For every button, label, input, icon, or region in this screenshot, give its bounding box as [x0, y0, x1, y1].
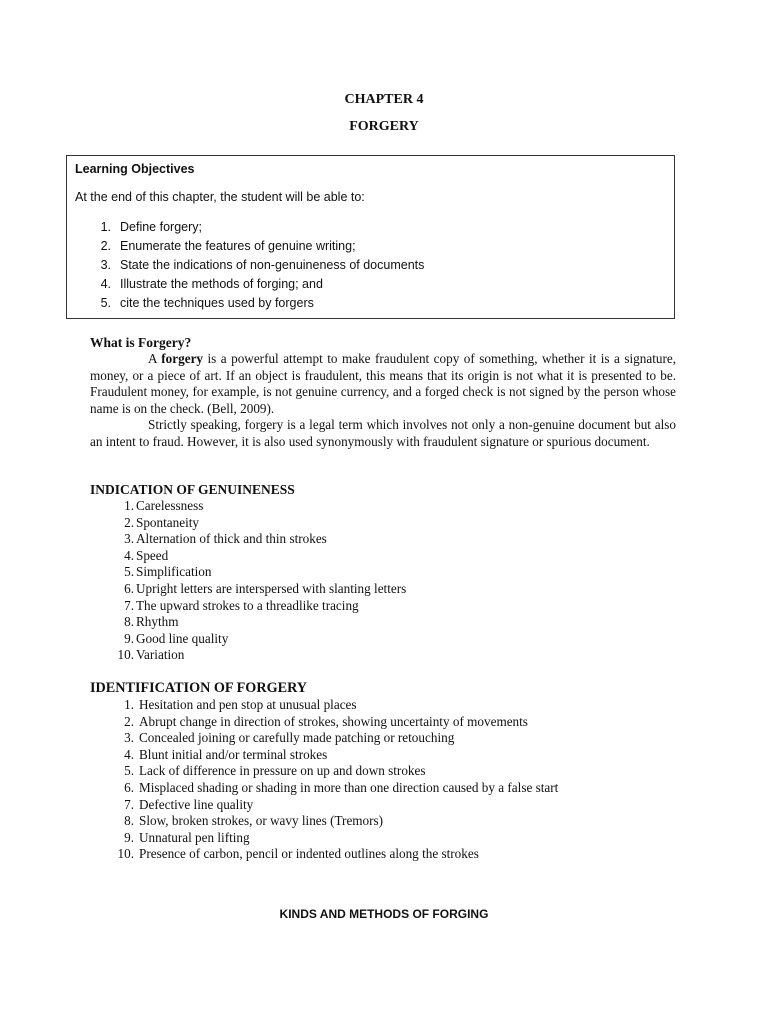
- forgery-legal-paragraph: Strictly speaking, forgery is a legal term which involves not only a non-genuine document but also an intent to fraud. However, it is also used synonymously with fraudulent signature or spurious document.: [90, 417, 676, 449]
- list-text: Misplaced shading or shading in more than one direction caused by a false start: [139, 779, 559, 795]
- learning-objectives-title: Learning Objectives: [75, 162, 195, 176]
- list-text: Carelessness: [136, 498, 204, 513]
- chapter-title: FORGERY: [349, 119, 419, 134]
- forgery-definition-paragraph: [90, 351, 676, 417]
- list-text: Lack of difference in pressure on up and down strokes: [139, 763, 426, 779]
- paragraph-rest: is a powerful attempt to make fraudulent copy of something, whether it is a signature, money, or a piece of art. If an object is fraudulent, this means that its origin is not what it is presented to be. Fraudulent money, for example, is not genuine currency, and a forged check is not signed by the person whose name is on the check. (Bell, 2009).: [90, 351, 676, 416]
- identification-of-forgery-heading: IDENTIFICATION OF FORGERY: [90, 680, 308, 696]
- list-text: Alternation of thick and thin strokes: [136, 531, 327, 547]
- list-text: Hesitation and pen stop at unusual places: [139, 697, 357, 712]
- list-number: 10.: [117, 647, 134, 663]
- list-text: Spontaneity: [136, 514, 200, 530]
- list-text: Slow, broken strokes, or wavy lines (Tremors): [139, 813, 384, 829]
- objective-number: 3.: [100, 258, 111, 272]
- objective-number: 4.: [100, 277, 111, 291]
- list-number: 3.: [124, 531, 134, 547]
- list-number: 6.: [124, 580, 134, 596]
- list-number: 9.: [124, 829, 134, 845]
- list-text: Simplification: [136, 564, 212, 580]
- learning-objectives-intro: At the end of this chapter, the student will be able to:: [75, 190, 365, 204]
- list-text: Variation: [136, 647, 185, 663]
- list-number: 7.: [124, 796, 134, 812]
- list-number: 5.: [124, 763, 134, 779]
- what-is-forgery-heading: What is Forgery?: [90, 335, 192, 350]
- list-number: 8.: [124, 614, 134, 630]
- list-text: Abrupt change in direction of strokes, showing uncertainty of movements: [139, 713, 528, 729]
- list-number: 5.: [124, 564, 134, 580]
- objective-text: cite the techniques used by forgers: [120, 296, 314, 310]
- list-text: Defective line quality: [139, 796, 254, 812]
- list-number: 2.: [124, 514, 134, 530]
- list-number: 4.: [124, 746, 134, 762]
- kinds-and-methods-heading: KINDS AND METHODS OF FORGING: [279, 907, 489, 921]
- objective-text: State the indications of non-genuineness of documents: [120, 258, 425, 272]
- list-text: Upright letters are interspersed with slanting letters: [136, 580, 407, 596]
- list-number: 1.: [124, 697, 134, 712]
- objective-number: 2.: [100, 239, 111, 253]
- list-number: 4.: [124, 547, 134, 563]
- objective-text: Illustrate the methods of forging; and: [120, 277, 323, 291]
- list-text: Presence of carbon, pencil or indented outlines along the strokes: [139, 846, 479, 862]
- objective-text: Define forgery;: [120, 220, 202, 234]
- list-text: Unnatural pen lifting: [139, 829, 250, 845]
- forgery-term: forgery: [161, 351, 204, 366]
- list-text: The upward strokes to a threadlike tracing: [136, 597, 359, 613]
- list-number: 7.: [124, 597, 134, 613]
- list-number: 8.: [124, 813, 134, 829]
- objective-text: Enumerate the features of genuine writing;: [120, 239, 356, 253]
- list-text: Speed: [136, 547, 169, 563]
- chapter-number: CHAPTER 4: [344, 92, 424, 107]
- list-text: Rhythm: [136, 614, 179, 630]
- list-text: Concealed joining or carefully made patching or retouching: [139, 730, 455, 746]
- paragraph-lead: A: [148, 351, 162, 366]
- list-number: 6.: [124, 779, 134, 795]
- list-number: 9.: [124, 630, 134, 646]
- list-number: 3.: [124, 730, 134, 746]
- learning-objectives-box: [66, 155, 675, 319]
- indication-of-genuineness-heading: INDICATION OF GENUINENESS: [90, 482, 295, 497]
- list-text: Blunt initial and/or terminal strokes: [139, 746, 328, 762]
- objective-number: 5.: [100, 296, 111, 310]
- objective-number: 1.: [100, 220, 111, 234]
- list-text: Good line quality: [136, 630, 229, 646]
- what-is-forgery-section: [90, 334, 676, 451]
- list-number: 2.: [124, 713, 134, 729]
- list-number: 1.: [124, 498, 134, 513]
- list-number: 10.: [117, 846, 134, 862]
